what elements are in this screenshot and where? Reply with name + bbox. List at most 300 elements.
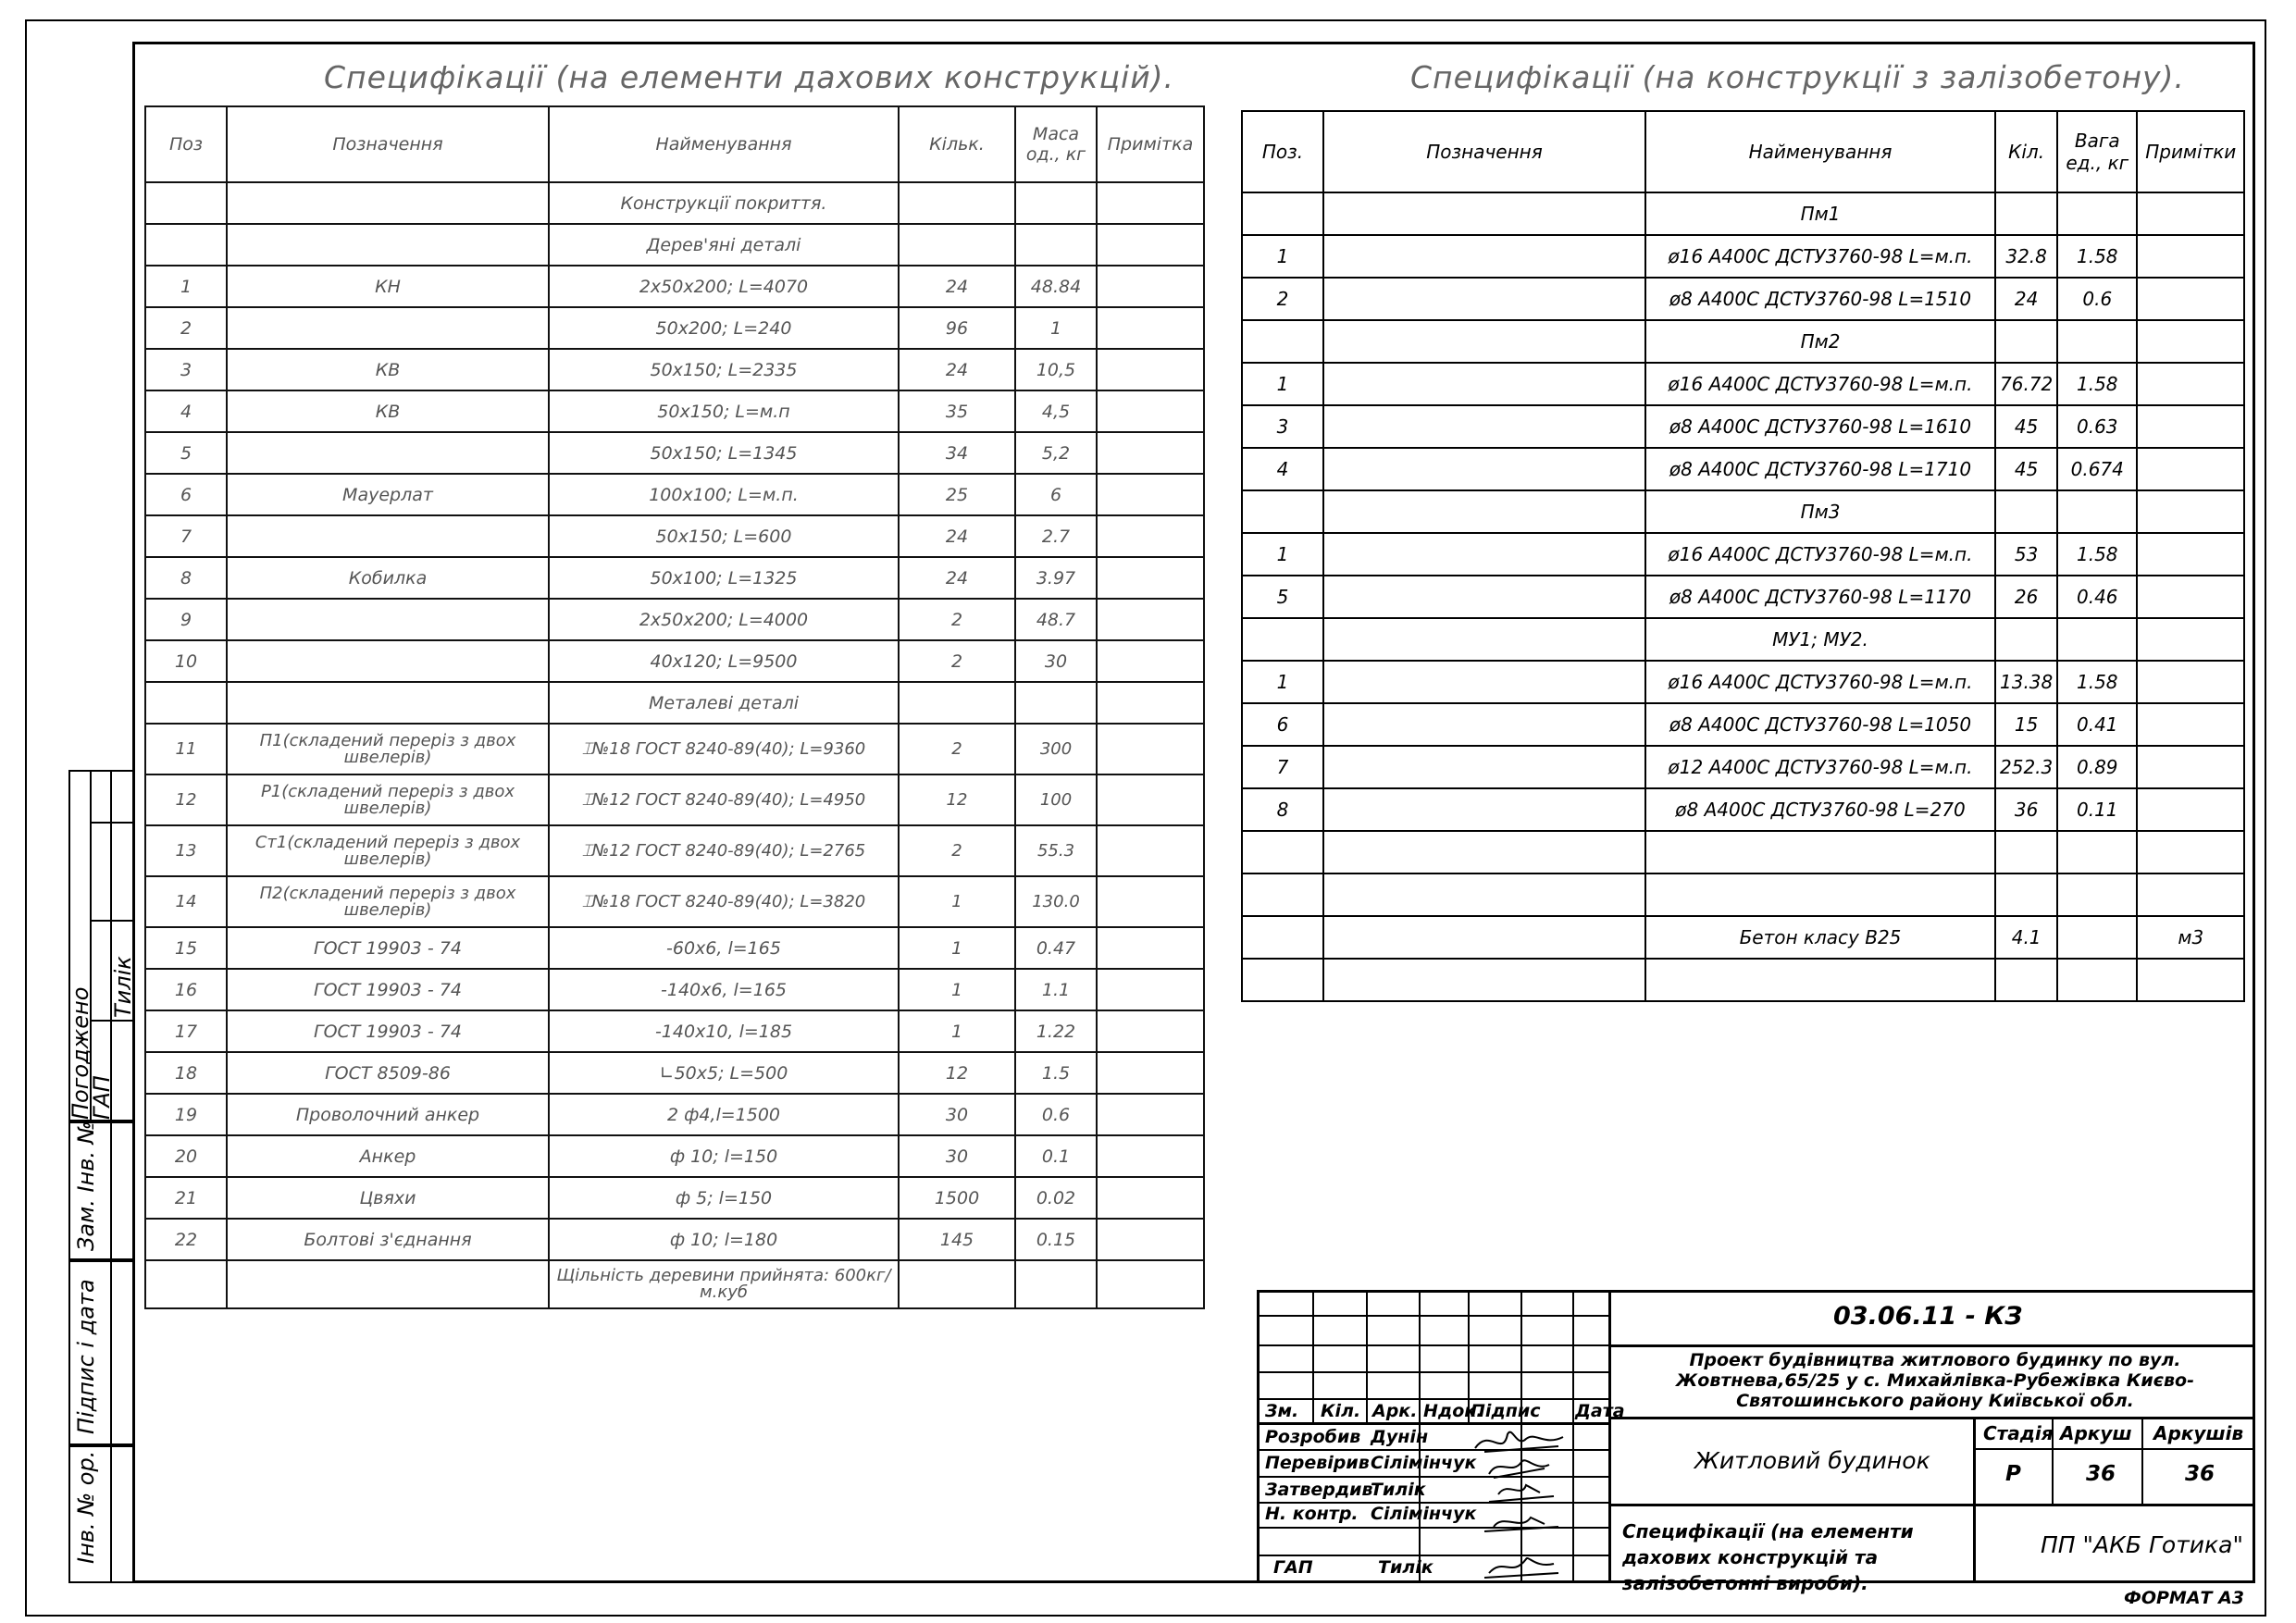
cell-qty (1995, 618, 2057, 661)
cell-code: Анкер (227, 1135, 549, 1177)
cell-name: Щільність деревини прийнята: 600кг/м.куб (549, 1260, 899, 1308)
cell-note (1097, 349, 1204, 390)
cell-note (2137, 873, 2244, 916)
table-row (1242, 788, 2244, 831)
cell-qty (1995, 320, 2057, 363)
cell-pos: 3 (1242, 405, 1323, 448)
table-row (145, 927, 1204, 969)
cell-name: ⌶№18 ГОСТ 8240-89(40); L=3820 (549, 876, 899, 927)
cell-name: ø8 А400С ДСТУ3760-98 L=1170 (1645, 576, 1995, 618)
cell-pos (145, 182, 227, 224)
cell-name: ø8 А400С ДСТУ3760-98 L=1050 (1645, 703, 1995, 746)
cell-pos: 2 (1242, 278, 1323, 320)
cell-mass: 0.15 (1015, 1219, 1097, 1260)
cell-mass: 1.58 (2057, 661, 2137, 703)
table-header-row (1242, 111, 2244, 192)
cell-qty: 24 (899, 557, 1015, 599)
cell-name: 50х150; L=1345 (549, 432, 899, 474)
cell-code (1323, 490, 1645, 533)
table-row (1242, 703, 2244, 746)
cell-qty: 76.72 (1995, 363, 2057, 405)
cell-mass: 130.0 (1015, 876, 1097, 927)
table-row (145, 432, 1204, 474)
cell-mass: 48.84 (1015, 266, 1097, 307)
sheet-description: Специфікації (на елементи дахових конструкцій та залізобетонні вироби). (1622, 1520, 1914, 1594)
cell-code: КВ (227, 390, 549, 432)
table-row (145, 390, 1204, 432)
col-date: Дата (1575, 1401, 1625, 1421)
cell-pos: 2 (145, 307, 227, 349)
cell-mass: 1.1 (1015, 969, 1097, 1010)
table-row (145, 474, 1204, 515)
cell-pos: 11 (145, 724, 227, 774)
cell-qty: 35 (899, 390, 1015, 432)
cell-mass (2057, 490, 2137, 533)
cell-name (1645, 959, 1995, 1001)
cell-code (1323, 320, 1645, 363)
table-row (145, 1052, 1204, 1094)
cell-name: 50х150; L=м.п (549, 390, 899, 432)
stage-value: Р (2005, 1462, 2021, 1486)
cell-qty: 30 (899, 1094, 1015, 1135)
cell-qty: 26 (1995, 576, 2057, 618)
building-name: Житловий будинок (1694, 1447, 1930, 1474)
cell-note (2137, 661, 2244, 703)
cell-mass: 4,5 (1015, 390, 1097, 432)
format-label: ФОРМАТ А3 (2124, 1588, 2245, 1608)
cell-qty: 96 (899, 307, 1015, 349)
cell-qty (1995, 831, 2057, 873)
cell-qty: 24 (1995, 278, 2057, 320)
cell-pos (145, 224, 227, 266)
cell-name: ∟50х5; L=500 (549, 1052, 899, 1094)
cell-mass: 0.02 (1015, 1177, 1097, 1219)
cell-code (227, 224, 549, 266)
col-header-code: Позначення (227, 106, 549, 182)
cell-pos: 13 (145, 825, 227, 876)
cell-note (2137, 490, 2244, 533)
cell-code (1323, 661, 1645, 703)
cell-mass (2057, 320, 2137, 363)
cell-pos: 10 (145, 640, 227, 682)
cell-name: 50х100; L=1325 (549, 557, 899, 599)
col-header-pos: Поз (145, 106, 227, 182)
cell-code (227, 515, 549, 557)
cell-mass (2057, 831, 2137, 873)
cell-pos: 4 (1242, 448, 1323, 490)
table-row (145, 1260, 1204, 1308)
cell-name: -60х6, l=165 (549, 927, 899, 969)
cell-pos: 9 (145, 599, 227, 640)
cell-note (2137, 235, 2244, 278)
cell-qty: 45 (1995, 448, 2057, 490)
cell-code: Цвяхи (227, 1177, 549, 1219)
cell-mass: 48.7 (1015, 599, 1097, 640)
gap-label: ГАП (89, 1075, 115, 1120)
cell-code: Проволочний анкер (227, 1094, 549, 1135)
cell-mass: 0.674 (2057, 448, 2137, 490)
col-signature: Підпис (1471, 1401, 1541, 1421)
left-approval-strip (68, 770, 134, 1583)
cell-name: 50х150; L=2335 (549, 349, 899, 390)
cell-qty: 2 (899, 599, 1015, 640)
zam-inv-label: Зам. Інв. № (73, 1121, 99, 1251)
left-spec-title: Специфікації (на елементи дахових конструкцій). (324, 59, 1175, 95)
cell-pos (145, 1260, 227, 1308)
table-row (145, 266, 1204, 307)
signature-date-label: Підпис і дата (73, 1279, 99, 1434)
cell-note (1097, 182, 1204, 224)
cell-note (1097, 1010, 1204, 1052)
table-row (1242, 278, 2244, 320)
cell-qty: 2 (899, 724, 1015, 774)
role-developed: Розробив (1265, 1427, 1361, 1447)
cell-name: ø8 А400С ДСТУ3760-98 L=1510 (1645, 278, 1995, 320)
cell-pos: 1 (145, 266, 227, 307)
cell-pos: 7 (145, 515, 227, 557)
cell-pos: 1 (1242, 363, 1323, 405)
cell-code: ГОСТ 8509-86 (227, 1052, 549, 1094)
cell-name: 2 ф4,l=1500 (549, 1094, 899, 1135)
cell-note (1097, 432, 1204, 474)
table-row (1242, 661, 2244, 703)
cell-qty: 2 (899, 825, 1015, 876)
cell-qty (1995, 959, 2057, 1001)
cell-name: ø16 А400С ДСТУ3760-98 L=м.п. (1645, 661, 1995, 703)
cell-qty: 12 (899, 774, 1015, 825)
cell-qty (1995, 873, 2057, 916)
cell-pos (1242, 490, 1323, 533)
cell-code (1323, 576, 1645, 618)
table-row (145, 682, 1204, 724)
cell-pos: 5 (1242, 576, 1323, 618)
cell-pos: 20 (145, 1135, 227, 1177)
cell-code (227, 307, 549, 349)
cell-name (1645, 873, 1995, 916)
cell-mass: 0.46 (2057, 576, 2137, 618)
col-header-pos: Поз. (1242, 111, 1323, 192)
cell-mass: 0.47 (1015, 927, 1097, 969)
cell-mass: 0.1 (1015, 1135, 1097, 1177)
cell-qty: 145 (899, 1219, 1015, 1260)
cell-pos: 8 (145, 557, 227, 599)
cell-note (1097, 390, 1204, 432)
table-row (145, 1135, 1204, 1177)
cell-pos (1242, 916, 1323, 959)
cell-pos: 19 (145, 1094, 227, 1135)
cell-note (2137, 746, 2244, 788)
cell-qty (899, 1260, 1015, 1308)
cell-mass (1015, 1260, 1097, 1308)
cell-note (1097, 876, 1204, 927)
table-row (1242, 235, 2244, 278)
cell-pos: 4 (145, 390, 227, 432)
cell-mass: 0.11 (2057, 788, 2137, 831)
cell-note (1097, 557, 1204, 599)
cell-code (1323, 448, 1645, 490)
role-gap: ГАП (1273, 1557, 1313, 1578)
cell-mass (2057, 916, 2137, 959)
cell-pos (1242, 959, 1323, 1001)
cell-code: П1(складений переріз з двох швелерів) (227, 724, 549, 774)
cell-mass: 0.6 (2057, 278, 2137, 320)
cell-note (2137, 192, 2244, 235)
name-gap: Тилік (1378, 1557, 1433, 1578)
cell-note (1097, 599, 1204, 640)
cell-qty: 1 (899, 927, 1015, 969)
cell-pos: 6 (1242, 703, 1323, 746)
cell-code (227, 640, 549, 682)
cell-note: м3 (2137, 916, 2244, 959)
cell-note (1097, 515, 1204, 557)
table-row (1242, 192, 2244, 235)
cell-pos: 22 (145, 1219, 227, 1260)
cell-pos: 1 (1242, 235, 1323, 278)
cell-code: Мауерлат (227, 474, 549, 515)
table-row (145, 557, 1204, 599)
table-row (1242, 320, 2244, 363)
cell-qty: 1 (899, 1010, 1015, 1052)
cell-qty: 15 (1995, 703, 2057, 746)
cell-code (1323, 235, 1645, 278)
name-norm-control: Сілімінчук (1371, 1504, 1477, 1524)
cell-qty: 1500 (899, 1177, 1015, 1219)
col-header-name: Найменування (1645, 111, 1995, 192)
signatures-drawing (1471, 1420, 1572, 1583)
cell-code (1323, 788, 1645, 831)
cell-name: Металеві деталі (549, 682, 899, 724)
cell-mass: 5,2 (1015, 432, 1097, 474)
cell-pos: 14 (145, 876, 227, 927)
cell-pos: 12 (145, 774, 227, 825)
cell-mass: 1.5 (1015, 1052, 1097, 1094)
cell-qty: 53 (1995, 533, 2057, 576)
cell-note (1097, 825, 1204, 876)
cell-name: МУ1; МУ2. (1645, 618, 1995, 661)
cell-pos (1242, 873, 1323, 916)
cell-note (1097, 969, 1204, 1010)
cell-name: Пм2 (1645, 320, 1995, 363)
table-row (1242, 363, 2244, 405)
cell-code (227, 432, 549, 474)
inv-orig-label: Інв. № ор. (73, 1450, 99, 1564)
table-row (1242, 405, 2244, 448)
cell-qty: 34 (899, 432, 1015, 474)
cell-code: КВ (227, 349, 549, 390)
cell-name: ø8 А400С ДСТУ3760-98 L=1710 (1645, 448, 1995, 490)
table-row (1242, 576, 2244, 618)
cell-note (1097, 774, 1204, 825)
table-row (1242, 959, 2244, 1001)
cell-pos: 7 (1242, 746, 1323, 788)
cell-code (1323, 831, 1645, 873)
col-header-code: Позначення (1323, 111, 1645, 192)
cell-name: ø16 А400С ДСТУ3760-98 L=м.п. (1645, 363, 1995, 405)
sheet-number: 36 (2086, 1462, 2116, 1486)
cell-name: -140х10, l=185 (549, 1010, 899, 1052)
sheets-label: Аркушів (2153, 1422, 2244, 1444)
cell-name: Пм3 (1645, 490, 1995, 533)
cell-mass: 0.63 (2057, 405, 2137, 448)
cell-qty: 12 (899, 1052, 1015, 1094)
table-row (145, 1177, 1204, 1219)
cell-pos: 21 (145, 1177, 227, 1219)
cell-qty: 25 (899, 474, 1015, 515)
cell-code (227, 1260, 549, 1308)
cell-qty: 2 (899, 640, 1015, 682)
cell-name: ⌶№12 ГОСТ 8240-89(40); L=4950 (549, 774, 899, 825)
table-row (145, 724, 1204, 774)
table-header-row (145, 106, 1204, 182)
cell-pos: 5 (145, 432, 227, 474)
table-row (145, 349, 1204, 390)
table-row (145, 182, 1204, 224)
cell-qty (899, 182, 1015, 224)
sheets-total: 36 (2185, 1462, 2215, 1486)
cell-name: ø8 А400С ДСТУ3760-98 L=270 (1645, 788, 1995, 831)
cell-note (1097, 307, 1204, 349)
cell-note (2137, 448, 2244, 490)
right-spec-title: Специфікації (на конструкції з залізобетону). (1410, 59, 2185, 95)
cell-name: 100х100; L=м.п. (549, 474, 899, 515)
cell-qty: 45 (1995, 405, 2057, 448)
cell-name: ф 10; l=180 (549, 1219, 899, 1260)
cell-code: Ст1(складений переріз з двох швелерів) (227, 825, 549, 876)
col-header-qty: Кіл. (1995, 111, 2057, 192)
agreed-label: Погоджено (68, 986, 93, 1120)
cell-code (1323, 959, 1645, 1001)
project-name: Проект будівництва житлового будинку по вул. Жовтнева,65/25 у с. Михайлівка-Рубежівка Києво-Святошинського району Київської обл. (1676, 1350, 2194, 1411)
cell-pos: 18 (145, 1052, 227, 1094)
cell-qty (1995, 192, 2057, 235)
cell-code (227, 682, 549, 724)
cell-name: ⌶№18 ГОСТ 8240-89(40); L=9360 (549, 724, 899, 774)
cell-note (2137, 576, 2244, 618)
cell-code: ГОСТ 19903 - 74 (227, 927, 549, 969)
col-header-mass: Маса од., кг (1015, 106, 1097, 182)
cell-code (227, 182, 549, 224)
drawing-code: 03.06.11 - КЗ (1833, 1302, 2023, 1331)
cell-mass (2057, 192, 2137, 235)
cell-mass: 30 (1015, 640, 1097, 682)
cell-mass: 100 (1015, 774, 1097, 825)
cell-name: Бетон класу В25 (1645, 916, 1995, 959)
cell-name: Пм1 (1645, 192, 1995, 235)
cell-mass (1015, 682, 1097, 724)
table-row (145, 774, 1204, 825)
col-header-note: Примітки (2137, 111, 2244, 192)
table-row (145, 307, 1204, 349)
cell-code (1323, 916, 1645, 959)
cell-code (1323, 278, 1645, 320)
cell-code (1323, 405, 1645, 448)
cell-note (1097, 682, 1204, 724)
cell-code: Кобилка (227, 557, 549, 599)
cell-note (1097, 1135, 1204, 1177)
cell-qty: 4.1 (1995, 916, 2057, 959)
cell-mass: 0.89 (2057, 746, 2137, 788)
cell-mass: 0.41 (2057, 703, 2137, 746)
cell-name: 2х50х200; L=4000 (549, 599, 899, 640)
cell-note (2137, 320, 2244, 363)
cell-note (2137, 788, 2244, 831)
cell-code: КН (227, 266, 549, 307)
cell-pos: 3 (145, 349, 227, 390)
cell-note (2137, 278, 2244, 320)
cell-code (1323, 192, 1645, 235)
table-row (1242, 916, 2244, 959)
table-row (1242, 533, 2244, 576)
cell-code: ГОСТ 19903 - 74 (227, 969, 549, 1010)
cell-note (1097, 266, 1204, 307)
col-header-qty: Кільк. (899, 106, 1015, 182)
cell-pos (1242, 831, 1323, 873)
cell-mass: 6 (1015, 474, 1097, 515)
cell-note (1097, 640, 1204, 682)
cell-qty: 24 (899, 266, 1015, 307)
table-row (1242, 448, 2244, 490)
col-zm: Зм. (1265, 1401, 1299, 1421)
cell-pos (1242, 320, 1323, 363)
cell-mass: 0.6 (1015, 1094, 1097, 1135)
cell-name: Конструкції покриття. (549, 182, 899, 224)
cell-name: -140х6, l=165 (549, 969, 899, 1010)
table-row (145, 1094, 1204, 1135)
col-header-name: Найменування (549, 106, 899, 182)
cell-qty: 36 (1995, 788, 2057, 831)
cell-name: ø16 А400С ДСТУ3760-98 L=м.п. (1645, 533, 1995, 576)
col-ark: Арк. (1372, 1401, 1418, 1421)
cell-qty: 32.8 (1995, 235, 2057, 278)
cell-note (2137, 405, 2244, 448)
table-row (145, 224, 1204, 266)
cell-mass (1015, 224, 1097, 266)
cell-note (1097, 474, 1204, 515)
table-row (145, 1010, 1204, 1052)
cell-mass: 1.22 (1015, 1010, 1097, 1052)
cell-pos: 8 (1242, 788, 1323, 831)
cell-note (1097, 224, 1204, 266)
cell-qty: 30 (899, 1135, 1015, 1177)
cell-note (2137, 363, 2244, 405)
cell-note (1097, 927, 1204, 969)
sheet-label: Аркуш (2060, 1422, 2132, 1444)
cell-note (2137, 533, 2244, 576)
cell-note (2137, 831, 2244, 873)
cell-code: П2(складений переріз з двох швелерів) (227, 876, 549, 927)
cell-pos: 1 (1242, 661, 1323, 703)
cell-mass: 1.58 (2057, 533, 2137, 576)
cell-note (1097, 724, 1204, 774)
table-row (1242, 618, 2244, 661)
cell-mass: 10,5 (1015, 349, 1097, 390)
cell-note (1097, 1052, 1204, 1094)
cell-mass: 1.58 (2057, 363, 2137, 405)
table-row (145, 515, 1204, 557)
tilik-label: Тилік (110, 956, 136, 1018)
cell-mass (2057, 873, 2137, 916)
cell-qty (899, 682, 1015, 724)
cell-pos: 17 (145, 1010, 227, 1052)
cell-pos (1242, 192, 1323, 235)
name-approved: Тилік (1371, 1480, 1426, 1500)
role-approved: Затвердив (1265, 1480, 1373, 1500)
table-row (145, 825, 1204, 876)
cell-pos (145, 682, 227, 724)
cell-name (1645, 831, 1995, 873)
cell-code (1323, 703, 1645, 746)
cell-mass: 1.58 (2057, 235, 2137, 278)
